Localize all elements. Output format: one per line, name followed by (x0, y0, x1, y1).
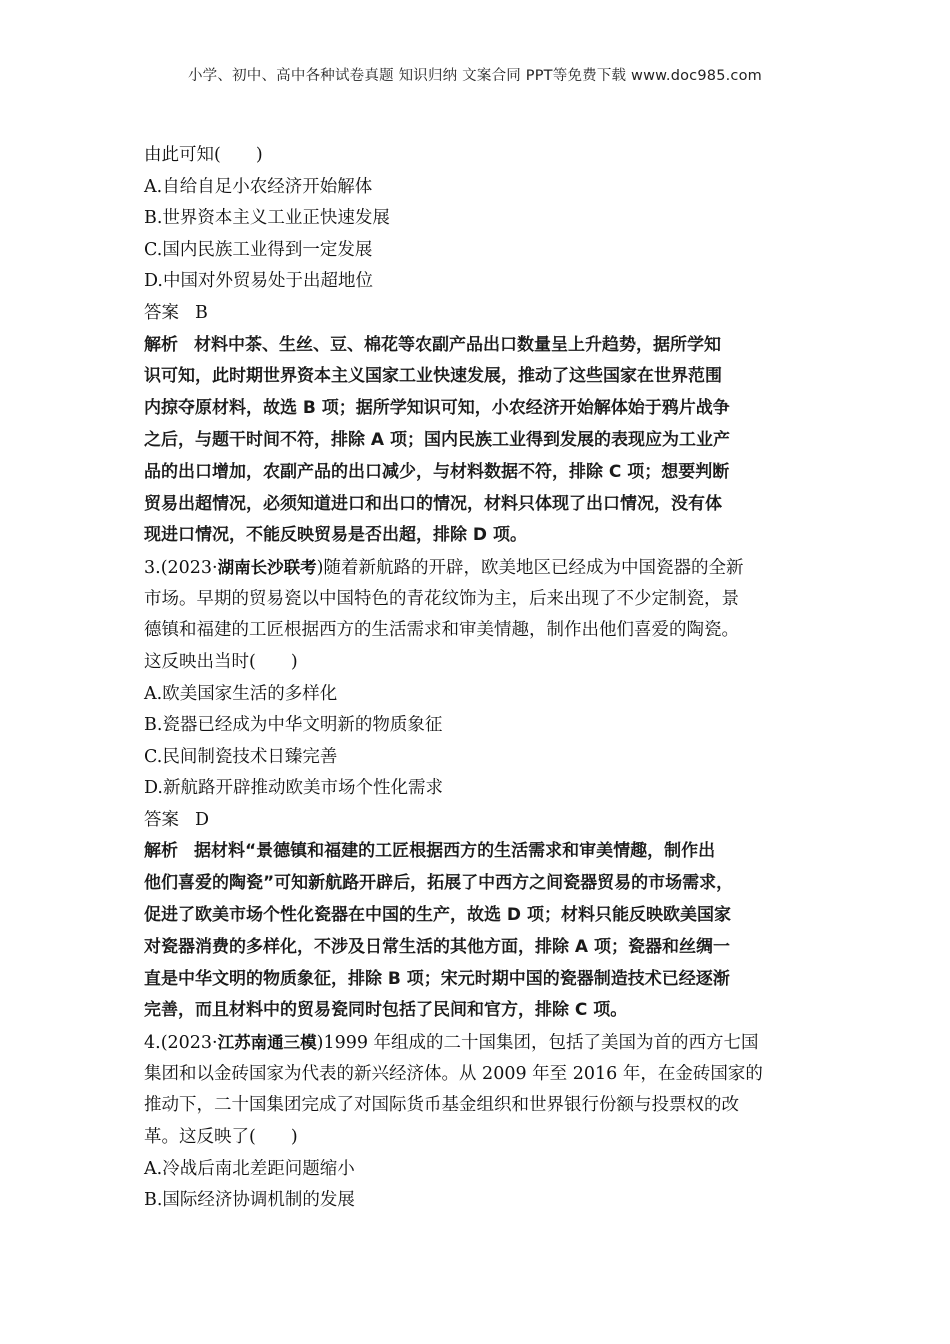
question-number: 3.(2023· (144, 558, 218, 579)
explanation-text: 据材料“景德镇和福建的工匠根据西方的生活需求和审美情趣，制作出 (194, 841, 716, 862)
explanation-line: 之后，与题干时间不符，排除 A 项；国内民族工业得到发展的表现应为工业产 (144, 429, 730, 450)
explanation-line (144, 330, 810, 362)
explanation-line: 现进口情况，不能反映贸易是否出超，排除 D 项。 (144, 525, 527, 546)
question-source: 江苏南通三模 (217, 1033, 317, 1053)
option-d: D.新航路开辟推动欧美市场个性化需求 (144, 778, 443, 799)
question-stem: 由此可知( ) (144, 145, 263, 165)
option-d: D.中国对外贸易处于出超地位 (144, 271, 373, 292)
question-source: 湖南长沙联考 (217, 558, 317, 578)
question-number: 4.(2023· (144, 1033, 218, 1054)
explanation (144, 330, 810, 553)
explanation-text: 材料中茶、生丝、豆、棉花等农副产品出口数量呈上升趋势，据所学知 (194, 334, 721, 355)
explanation-line (144, 836, 810, 868)
answer-label: 答案 (144, 809, 179, 830)
option-a: A.欧美国家生活的多样化 (144, 683, 338, 704)
option-c: C.国内民族工业得到一定发展 (144, 239, 373, 260)
explanation-label: 解析 (144, 841, 178, 862)
option-c: C.民间制瓷技术日臻完善 (144, 746, 338, 767)
option-b: B.国际经济协调机制的发展 (144, 1190, 355, 1211)
question-stem-line: 集团和以金砖国家为代表的新兴经济体。从 2009 年至 2016 年，在金砖国家的 (144, 1063, 763, 1084)
explanation-line: 识可知，此时期世界资本主义国家工业快速发展，推动了这些国家在世界范围 (144, 366, 722, 387)
question-stem-text: )随着新航路的开辟，欧美地区已经成为中国瓷器的全新 (316, 558, 744, 579)
explanation (144, 836, 810, 1027)
answer-line (144, 805, 810, 837)
question-stem-line: 德镇和福建的工匠根据西方的生活需求和审美情趣，制作出他们喜爱的陶瓷。 (144, 620, 739, 641)
page-header: 小学、初中、高中各种试卷真题 知识归纳 文案合同 PPT等免费下载 www.doc985.com (187, 68, 763, 84)
explanation-line: 直是中华文明的物质象征，排除 B 项；宋元时期中国的瓷器制造技术已经逐渐 (144, 968, 730, 989)
question-stem-first-line (144, 1027, 810, 1059)
question-stem-line: 市场。早期的贸易瓷以中国特色的青花纹饰为主，后来出现了不少定制瓷，景 (144, 588, 739, 609)
document-body (144, 140, 810, 1217)
question-3 (144, 552, 810, 1027)
explanation-line: 促进了欧美市场个性化瓷器在中国的生产，故选 D 项；材料只能反映欧美国家 (144, 905, 731, 926)
question-stem-line: 这反映出当时( ) (144, 651, 298, 672)
answer-value: D (195, 809, 210, 830)
explanation-line: 完善，而且材料中的贸易瓷同时包括了民间和官方，排除 C 项。 (144, 1000, 628, 1021)
answer-label: 答案 (144, 302, 179, 323)
question-stem-first-line (144, 552, 810, 584)
question-2 (144, 140, 810, 552)
option-b: B.世界资本主义工业正快速发展 (144, 208, 390, 229)
option-a: A.冷战后南北差距问题缩小 (144, 1158, 355, 1179)
answer-value: B (195, 302, 208, 323)
option-b: B.瓷器已经成为中华文明新的物质象征 (144, 715, 443, 736)
explanation-line: 内掠夺原材料，故选 B 项；据所学知识可知，小农经济开始解体始于鸦片战争 (144, 398, 730, 419)
explanation-label: 解析 (144, 334, 178, 355)
explanation-line: 品的出口增加，农副产品的出口减少，与材料数据不符，排除 C 项；想要判断 (144, 461, 730, 482)
question-stem-line: 推动下，二十国集团完成了对国际货币基金组织和世界银行份额与投票权的改 (144, 1095, 739, 1116)
explanation-line: 对瓷器消费的多样化，不涉及日常生活的其他方面，排除 A 项；瓷器和丝绸一 (144, 936, 730, 957)
question-4 (144, 1027, 810, 1217)
explanation-line: 贸易出超情况，必须知道进口和出口的情况，材料只体现了出口情况，没有体 (144, 493, 722, 514)
explanation-line: 他们喜爱的陶瓷”可知新航路开辟后，拓展了中西方之间瓷器贸易的市场需求， (144, 873, 734, 894)
question-stem-text: )1999 年组成的二十国集团，包括了美国为首的西方七国 (316, 1033, 759, 1054)
answer-line (144, 298, 810, 330)
option-a: A.自给自足小农经济开始解体 (144, 176, 373, 197)
question-stem-line: 革。这反映了( ) (144, 1127, 298, 1148)
